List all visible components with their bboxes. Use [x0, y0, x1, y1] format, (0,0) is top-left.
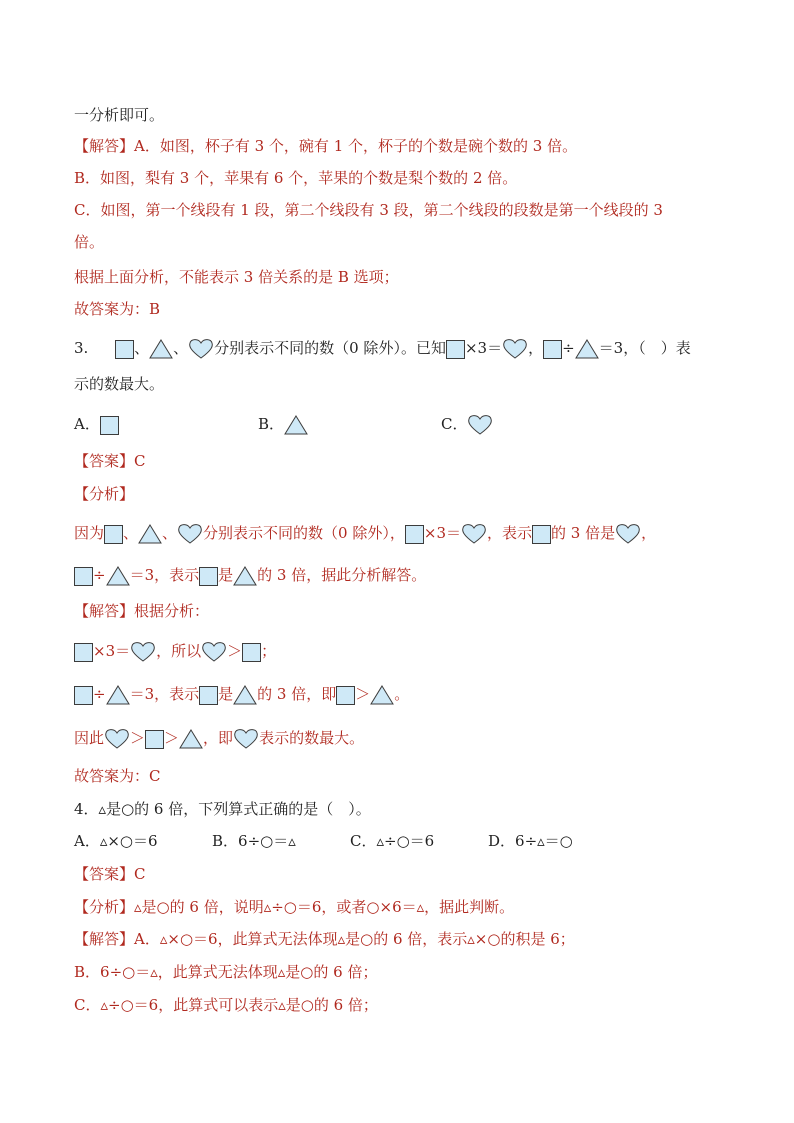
- triangle-icon: [149, 339, 173, 359]
- square-icon: [199, 686, 218, 705]
- option-a: A．: [74, 410, 119, 438]
- answer-line: 【答案】C: [74, 865, 146, 883]
- final-answer: 故答案为：B: [74, 300, 161, 318]
- option-c: C．: [441, 410, 493, 438]
- solution-line: 因此 ＞ ＞ ，即 表示的数最大。: [74, 724, 364, 752]
- triangle-icon: [106, 566, 130, 586]
- square-icon: [104, 525, 123, 544]
- question-3-stem: 3. 、 、 分别表示不同的数（0 除外）。已知 ×3＝ ， ÷ ＝3，（ ）表: [74, 334, 691, 362]
- heart-icon: [188, 338, 214, 360]
- option-b: B．: [258, 410, 308, 438]
- solution-line: B．如图，梨有 3 个，苹果有 6 个，苹果的个数是梨个数的 2 倍。: [74, 169, 518, 187]
- square-icon: [145, 730, 164, 749]
- question-3-stem-cont: 示的数最大。: [74, 375, 165, 393]
- question-4-stem: 4．▵是○的 6 倍，下列算式正确的是（ ）。: [74, 800, 371, 818]
- square-icon: [242, 643, 261, 662]
- square-icon: [532, 525, 551, 544]
- heart-icon: [201, 641, 227, 663]
- heart-icon: [130, 641, 156, 663]
- square-icon: [74, 567, 93, 586]
- square-icon: [336, 686, 355, 705]
- heart-icon: [104, 728, 130, 750]
- solution-line: 【解答】A．如图，杯子有 3 个，碗有 1 个，杯子的个数是碗个数的 3 倍。: [74, 137, 578, 155]
- solution-line: 倍。: [74, 233, 105, 251]
- option-a: A．▵×○＝6: [74, 832, 158, 850]
- square-icon: [199, 567, 218, 586]
- triangle-icon: [233, 566, 257, 586]
- heart-icon: [177, 523, 203, 545]
- final-answer: 故答案为：C: [74, 767, 161, 785]
- solution-line: C．如图，第一个线段有 1 段，第二个线段有 3 段，第二个线段的段数是第一个线段的 3: [74, 201, 663, 219]
- triangle-icon: [106, 685, 130, 705]
- solution-line: ×3＝ ，所以 ＞ ；: [74, 637, 276, 665]
- heart-icon: [615, 523, 641, 545]
- option-b: B．6÷○＝▵: [212, 832, 296, 850]
- heart-icon: [233, 728, 259, 750]
- text-line: 一分析即可。: [74, 106, 165, 124]
- option-c: C．▵÷○＝6: [350, 832, 435, 850]
- analysis-line: ÷ ＝3，表示 是 的 3 倍，据此分析解答。: [74, 561, 426, 589]
- analysis-line: 因为 、 、 分别表示不同的数（0 除外）， ×3＝ ，表示 的 3 倍是 ，: [74, 519, 656, 547]
- heart-icon: [461, 523, 487, 545]
- triangle-icon: [179, 729, 203, 749]
- square-icon: [543, 340, 562, 359]
- square-icon: [405, 525, 424, 544]
- solution-line: 【解答】根据分析：: [74, 602, 210, 620]
- triangle-icon: [284, 415, 308, 435]
- triangle-icon: [370, 685, 394, 705]
- solution-line: ÷ ＝3，表示 是 的 3 倍，即 ＞ 。: [74, 680, 409, 708]
- triangle-icon: [233, 685, 257, 705]
- square-icon: [100, 416, 119, 435]
- solution-line: 根据上面分析，不能表示 3 倍关系的是 B 选项；: [74, 268, 399, 286]
- question-number: 3.: [74, 339, 89, 357]
- analysis-line: 【分析】▵是○的 6 倍，说明▵÷○＝6，或者○×6＝▵，据此判断。: [74, 898, 515, 916]
- answer-line: 【答案】C: [74, 452, 146, 470]
- triangle-icon: [575, 339, 599, 359]
- option-d: D．6÷▵＝○: [488, 832, 573, 850]
- solution-line: C．▵÷○＝6，此算式可以表示▵是○的 6 倍；: [74, 996, 378, 1014]
- square-icon: [446, 340, 465, 359]
- heart-icon: [502, 338, 528, 360]
- square-icon: [74, 686, 93, 705]
- square-icon: [74, 643, 93, 662]
- analysis-tag: 【分析】: [74, 485, 135, 503]
- triangle-icon: [138, 524, 162, 544]
- solution-line: B．6÷○＝▵，此算式无法体现▵是○的 6 倍；: [74, 963, 378, 981]
- square-icon: [115, 340, 134, 359]
- solution-line: 【解答】A．▵×○＝6，此算式无法体现▵是○的 6 倍，表示▵×○的积是 6；: [74, 930, 575, 948]
- heart-icon: [467, 414, 493, 436]
